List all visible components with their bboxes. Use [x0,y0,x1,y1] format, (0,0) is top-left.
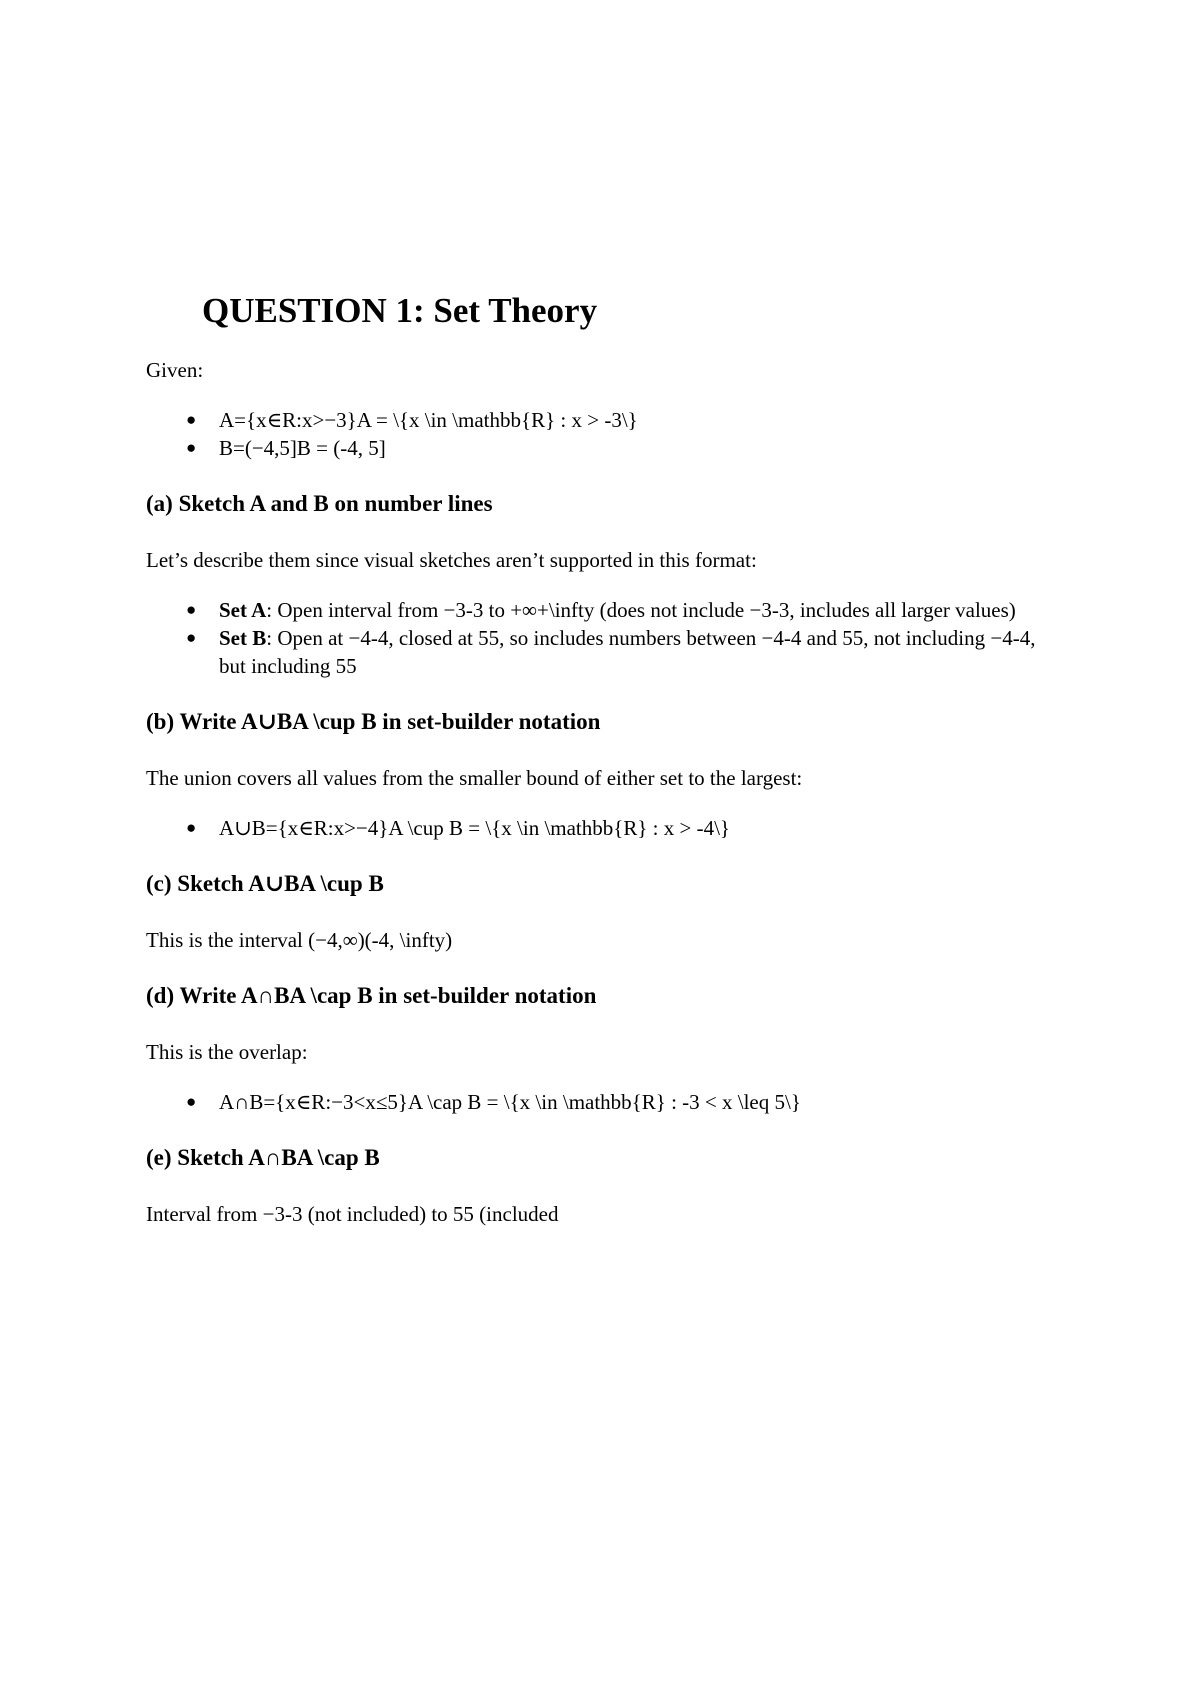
part-a-list [146,596,1046,680]
list-item [146,814,1046,842]
set-a-description: : Open interval from −3-3 to +∞+\infty (does not include −3-3, includes all larger values) [266,598,1016,622]
list-item [146,434,1046,462]
bullet-icon: ● [186,438,197,457]
list-item [146,406,1046,434]
part-a-heading: (a) Sketch A and B on number lines [146,491,493,516]
given-item-b: B=(−4,5]B = (-4, 5] [219,436,386,460]
bullet-icon: ● [186,600,197,619]
set-b-description: : Open at −4-4, closed at 55, so includes numbers between −4-4 and 55, not including −4-4, but including 55 [219,626,1036,678]
set-b-label: Set B [219,626,267,650]
bullet-icon: ● [186,818,197,837]
part-c-heading: (c) Sketch A∪BA \cup B [146,871,384,896]
part-b-intro: The union covers all values from the smaller bound of either set to the largest: [146,766,803,790]
intersection-set-builder: A∩B={x∈R:−3<x≤5}A \cap B = \{x \in \mathbb{R} : -3 < x \leq 5\} [219,1090,801,1114]
part-d-intro: This is the overlap: [146,1040,308,1064]
given-list [146,406,1046,462]
list-item [146,1088,1046,1116]
union-set-builder: A∪B={x∈R:x>−4}A \cup B = \{x \in \mathbb{R} : x > -4\} [219,816,731,840]
part-b-list [146,814,1046,842]
part-d-list [146,1088,1046,1116]
given-item-a: A={x∈R:x>−3}A = \{x \in \mathbb{R} : x > -3\} [219,408,638,432]
document-content [146,288,1046,1228]
part-e-text: Interval from −3-3 (not included) to 55 (included [146,1202,559,1226]
bullet-icon: ● [186,410,197,429]
set-a-label: Set A [219,598,267,622]
bullet-icon: ● [186,628,197,647]
part-e-heading: (e) Sketch A∩BA \cap B [146,1145,380,1170]
page-title: QUESTION 1: Set Theory [202,291,598,330]
given-label: Given: [146,358,204,382]
list-item [146,624,1046,680]
part-c-text: This is the interval (−4,∞)(-4, \infty) [146,928,453,952]
list-item [146,596,1046,624]
part-d-heading: (d) Write A∩BA \cap B in set-builder notation [146,983,597,1008]
part-a-intro: Let’s describe them since visual sketches aren’t supported in this format: [146,548,757,572]
bullet-icon: ● [186,1092,197,1111]
part-b-heading: (b) Write A∪BA \cup B in set-builder notation [146,709,601,734]
